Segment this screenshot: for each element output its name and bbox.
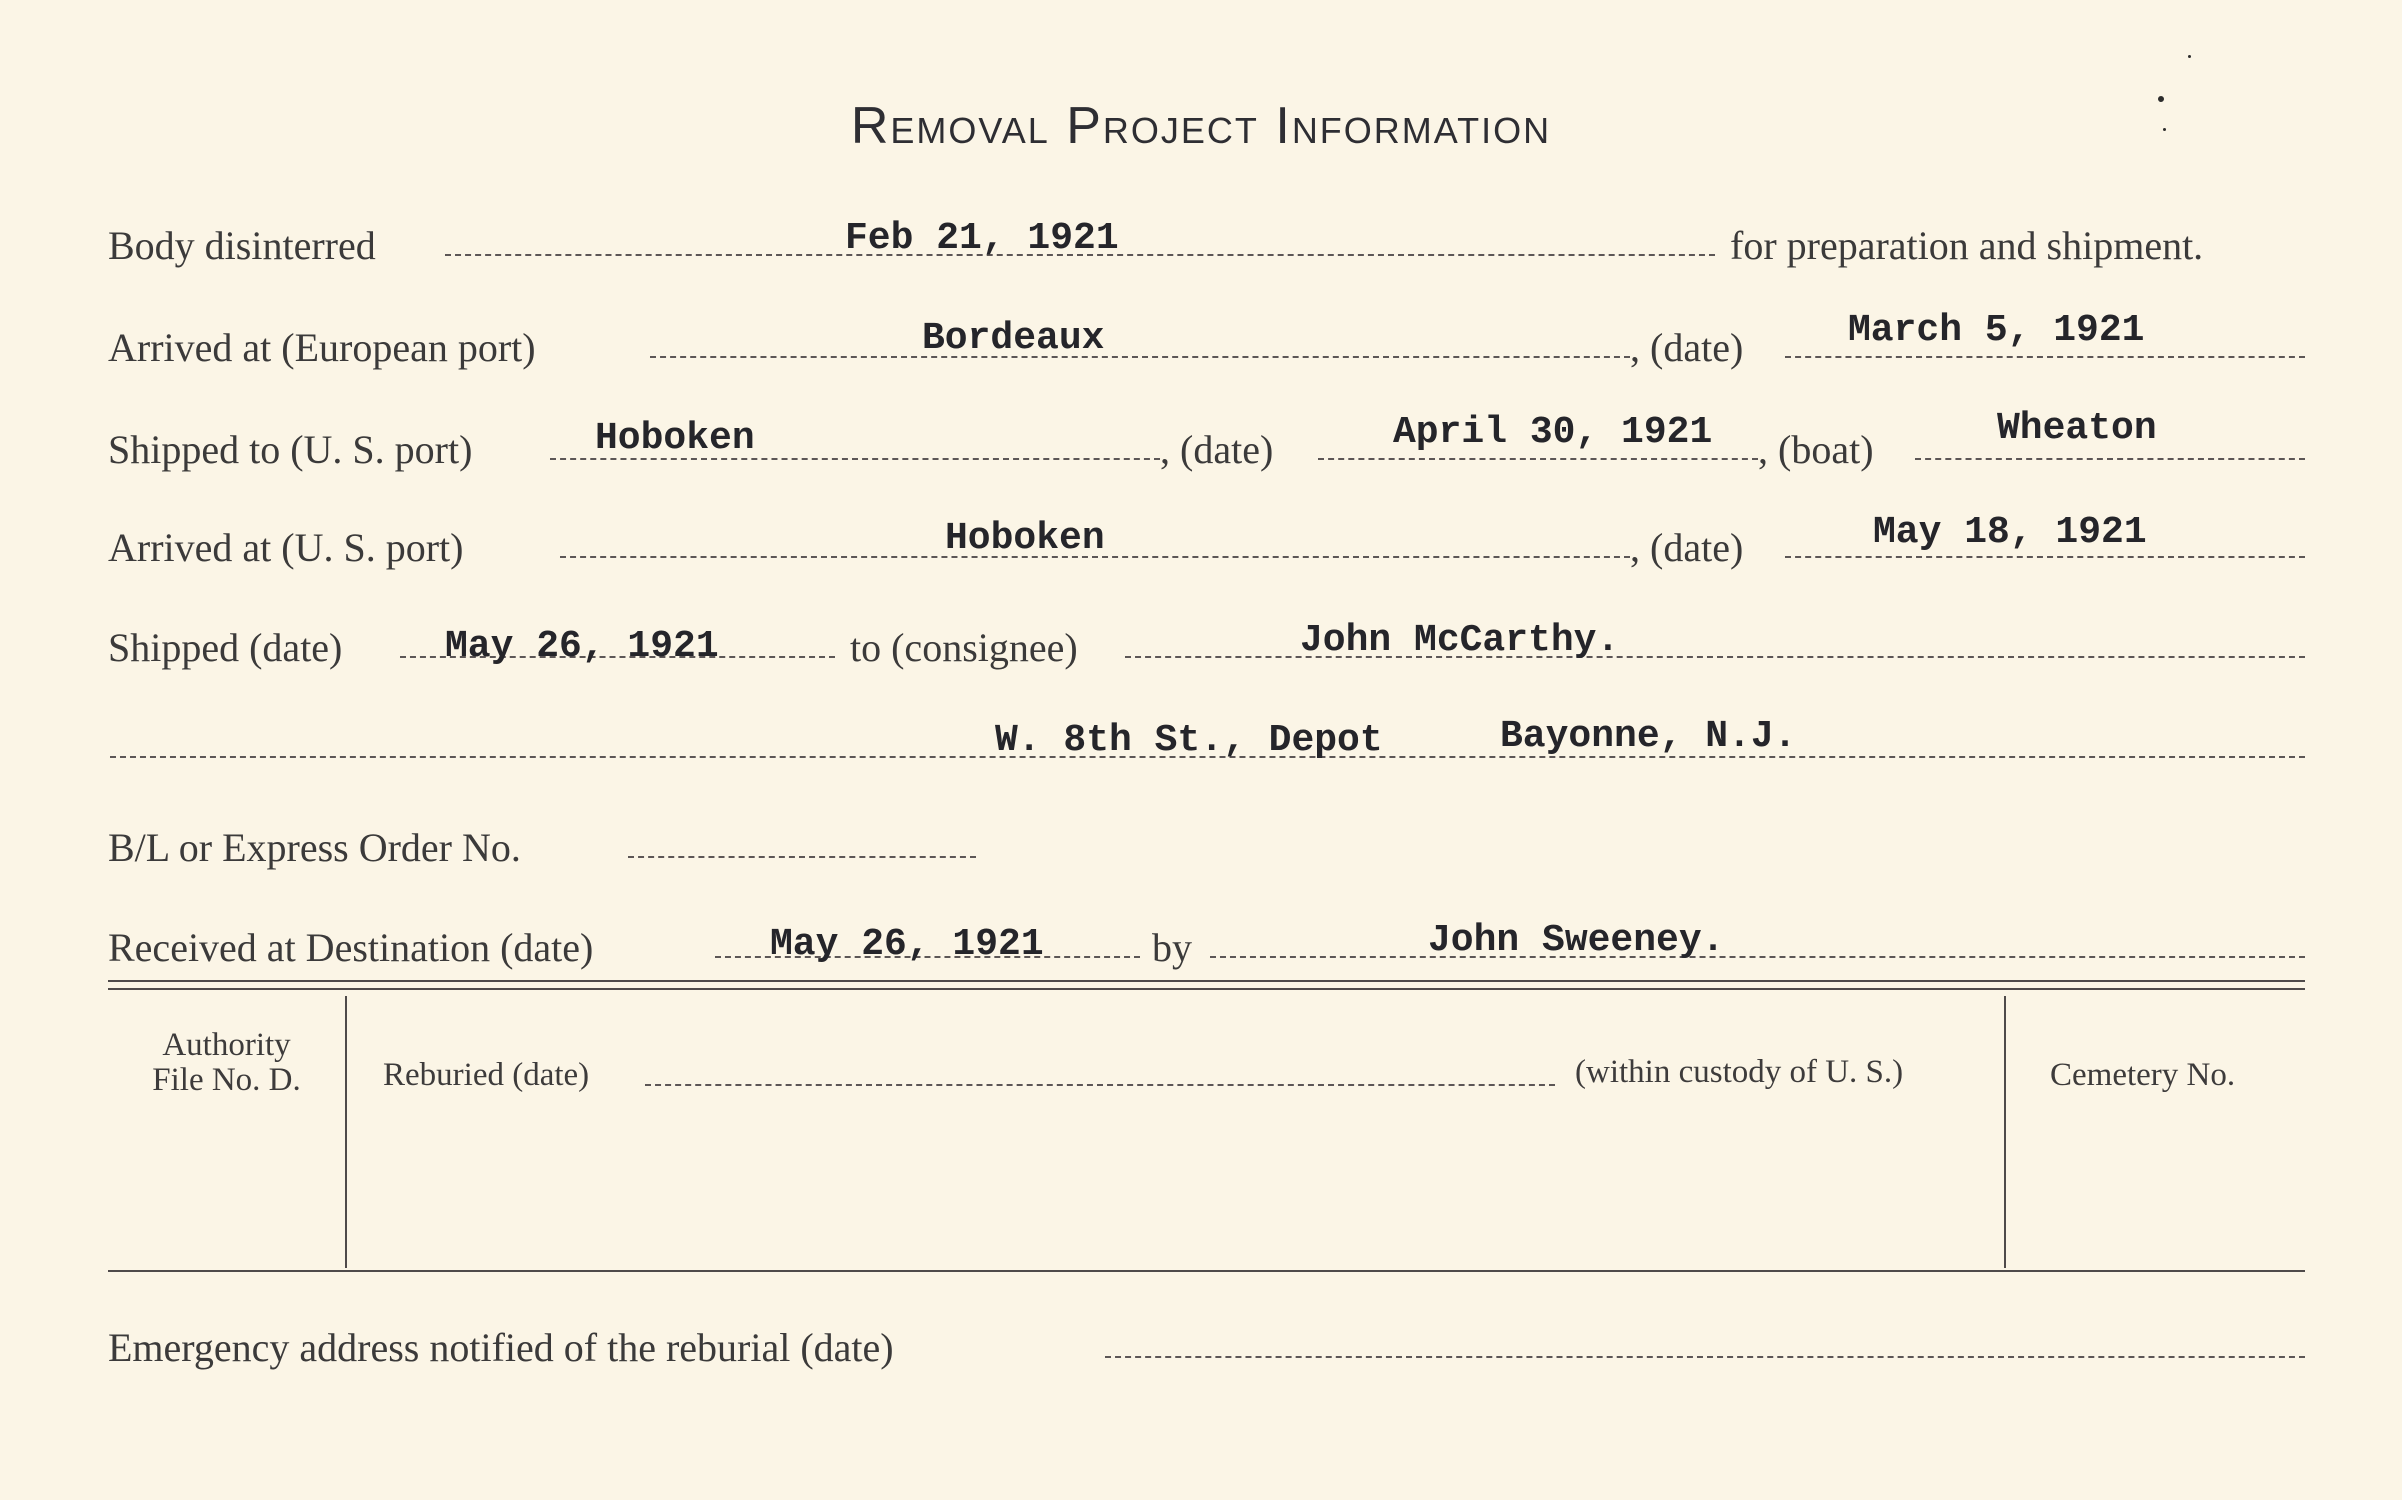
box-divider-left [345,996,347,1268]
european-port-value: Bordeaux [922,317,1105,360]
card-title: Removal Project Information [850,97,1552,155]
received-by-line [1210,956,2305,958]
disinterred-suffix: for preparation and shipment. [1730,223,2204,268]
box-top-rule-2 [108,988,2305,990]
arrived-us-date-line [1785,556,2305,558]
box-top-rule-1 [108,980,2305,982]
received-by-value: John Sweeney. [1428,919,1725,962]
arrived-us-date-value: May 18, 1921 [1873,511,2147,554]
european-date-value: March 5, 1921 [1848,309,2145,352]
shipped-us-date-label: , (date) [1160,427,1274,472]
european-date-label: , (date) [1630,325,1744,370]
received-by-label: by [1152,925,1192,970]
emergency-line [1105,1356,2305,1358]
shipped-us-value: Hoboken [595,417,755,460]
ink-speck [2188,55,2191,58]
authority-line-2: File No. D. [152,1061,301,1098]
reburied-line [645,1084,1555,1086]
arrived-us-value: Hoboken [945,517,1105,560]
cemetery-label: Cemetery No. [2050,1057,2236,1093]
european-port-label: Arrived at (European port) [108,325,536,370]
ink-speck [2158,96,2164,102]
disinterred-label: Body disinterred [108,223,376,268]
boat-label: , (boat) [1758,427,1874,472]
boat-line [1915,458,2305,460]
authority-line-1: Authority [162,1027,291,1063]
disinterred-value: Feb 21, 1921 [845,217,1119,260]
emergency-label: Emergency address notified of the reburial (date) [108,1325,894,1370]
ink-speck [2163,128,2166,131]
shipped-us-label: Shipped to (U. S. port) [108,427,473,472]
received-value: May 26, 1921 [770,923,1044,966]
european-port-line [650,356,1630,358]
received-label: Received at Destination (date) [108,925,594,970]
shipped-us-date-value: April 30, 1921 [1393,411,1713,454]
consignee-value: John McCarthy. [1300,619,1620,662]
reburied-label: Reburied (date) [383,1057,590,1093]
address-city: Bayonne, N.J. [1500,715,1797,758]
box-divider-right [2004,996,2006,1268]
bl-label: B/L or Express Order No. [108,825,521,870]
boat-value: Wheaton [1997,407,2157,450]
box-bottom-rule [108,1270,2305,1272]
shipped-date-label: Shipped (date) [108,625,343,670]
european-date-line [1785,356,2305,358]
shipped-us-date-line [1318,458,1758,460]
authority-label [108,1028,345,1097]
consignee-label: to (consignee) [850,625,1078,670]
arrived-us-date-label: , (date) [1630,525,1744,570]
arrived-us-label: Arrived at (U. S. port) [108,525,464,570]
bl-line [628,856,976,858]
shipped-date-value: May 26, 1921 [445,625,719,668]
address-street: W. 8th St., Depot [995,719,1383,762]
custody-label: (within custody of U. S.) [1575,1054,1904,1090]
